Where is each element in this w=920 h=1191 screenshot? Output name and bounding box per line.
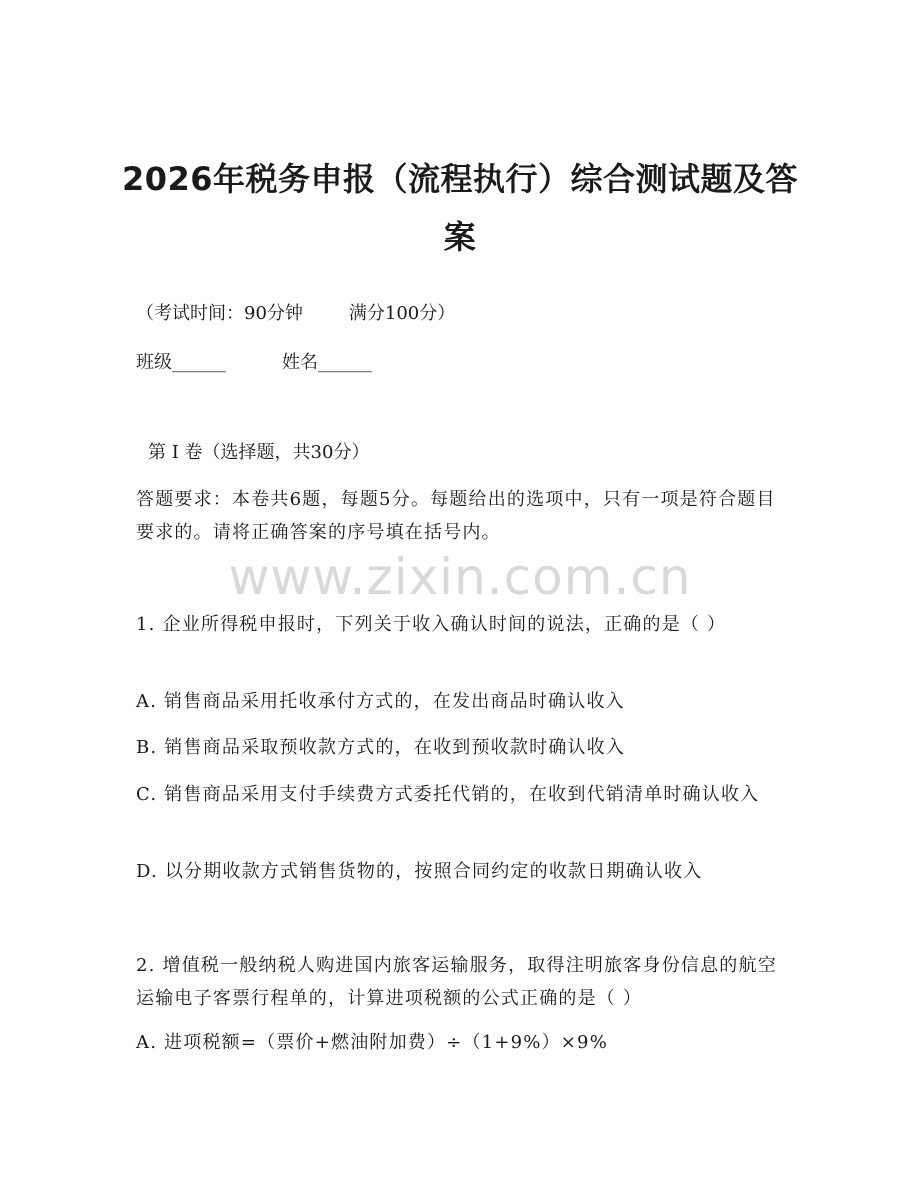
full-score: 满分100分） bbox=[348, 303, 456, 324]
watermark: www.zixin.com.cn bbox=[228, 548, 692, 606]
question-2-option-a: A. 进项税额=（票价+燃油附加费）÷（1+9%）×9% bbox=[136, 1032, 609, 1053]
exam-info-line bbox=[136, 299, 455, 329]
section-heading: 第 I 卷（选择题，共30分） bbox=[148, 442, 370, 463]
instructions: 答题要求：本卷共6题，每题5分。每题给出的选项中，只有一项是符合题目要求的。请将正确答案的序号填在括号内。 bbox=[136, 489, 776, 543]
question-2-stem: 2. 增值税一般纳税人购进国内旅客运输服务，取得注明旅客身份信息的航空运输电子客票行程单的，计算进项税额的公式正确的是（ ） bbox=[136, 955, 777, 1009]
name-field: 姓名______ bbox=[282, 352, 372, 373]
class-field: 班级______ bbox=[136, 352, 226, 373]
question-1-stem: 1. 企业所得税申报时，下列关于收入确认时间的说法，正确的是（ ） bbox=[136, 614, 727, 635]
question-1-option-a: A. 销售商品采用托收承付方式的，在发出商品时确认收入 bbox=[136, 691, 625, 712]
question-1-option-d: D. 以分期收款方式销售货物的，按照合同约定的收款日期确认收入 bbox=[136, 861, 703, 882]
exam-time: （考试时间：90分钟 bbox=[136, 303, 303, 324]
question-1-option-b: B. 销售商品采取预收款方式的，在收到预收款时确认收入 bbox=[136, 737, 626, 758]
document-title: 2026年税务申报（流程执行）综合测试题及答案 bbox=[121, 160, 799, 256]
student-info-line bbox=[136, 348, 372, 378]
question-1-option-c: C. 销售商品采用支付手续费方式委托代销的，在收到代销清单时确认收入 bbox=[136, 784, 760, 805]
